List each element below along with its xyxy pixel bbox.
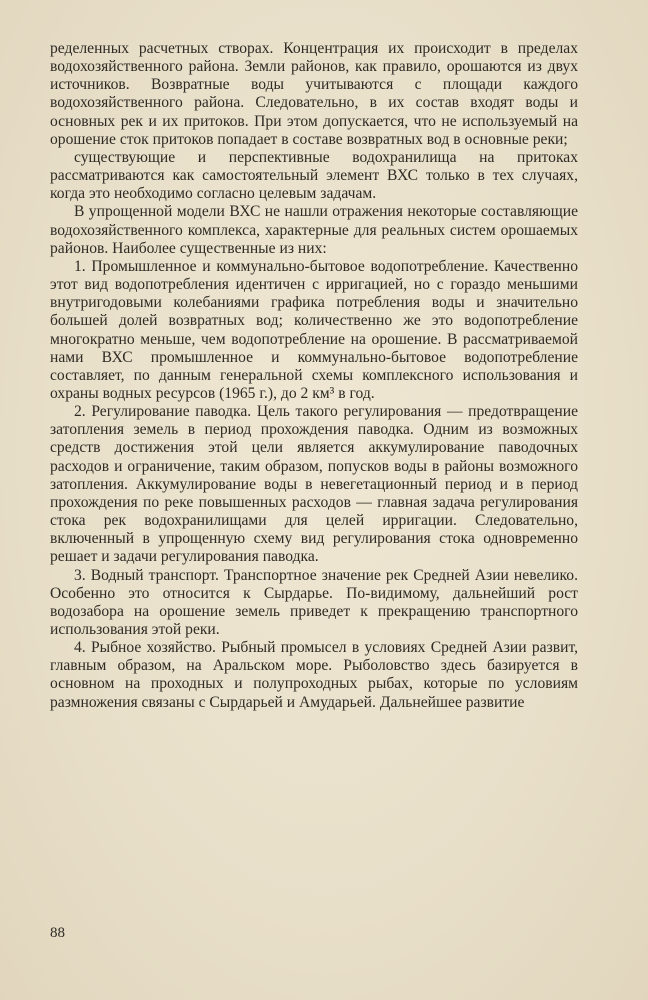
page-number: 88 <box>50 925 65 941</box>
paragraph-simplified-model: В упрощенной модели ВХС не нашли отражения некоторые составляющие водохозяйственного комплекса, характерные для реальных систем орошаемых районов. Наиболее существенные из них: <box>50 203 578 257</box>
paragraph-item-4-fishery: 4. Рыбное хозяйство. Рыбный промысел в условиях Средней Азии развит, главным образом, на Аральском море. Рыболовство здесь базируется в основном на проходных и полупроходных рыбах, которые по условиям размножения связаны с Сырдарьей и Амударьей. Дальнейшее развитие <box>50 639 578 711</box>
paragraph-item-2-flood: 2. Регулирование паводка. Цель такого регулирования — предотвращение затопления земель в период прохождения паводка. Одним из возможных средств достижения этой цели является аккумулирование паводочных расходов и ограничение, таким образом, попусков воды в районы возможного затопления. Аккумулирование воды в невегетационный период и в период прохождения по реке повышенных расходов — главная задача регулирования стока рек водохранилищами для целей ирригации. Следовательно, включенный в упрощенную схему вид регулирования стока одновременно решает и задачи регулирования паводка. <box>50 403 578 566</box>
paragraph-item-1-industrial: 1. Промышленное и коммунально-бытовое водопотребление. Качественно этот вид водопотребления идентичен с ирригацией, но с гораздо меньшими внутригодовыми колебаниями графика потребления воды и значительно большей долей возвратных вод; количественно же это водопотребление многократно меньше, чем водопотребление на орошение. В рассматриваемой нами ВХС промышленное и коммунально-бытовое водопотребление составляет, по данным генеральной схемы комплексного использования и охраны водных ресурсов (1965 г.), до 2 км³ в год. <box>50 257 578 402</box>
paragraph-reservoirs: существующие и перспективные водохранилища на притоках рассматриваются как самостоятельный элемент ВХС только в тех случаях, когда это необходимо согласно целевым задачам. <box>50 148 578 203</box>
body-text <box>50 40 578 712</box>
paragraph-continued: ределенных расчетных створах. Концентрация их происходит в пределах водохозяйственного района. Земли районов, как правило, орошаются из двух источников. Возвратные воды учитываются с площади каждого водохозяйственного района. Следовательно, в их состав входят воды и основных рек и их притоков. При этом допускается, что не используемый на орошение сток притоков попадает в составе возвратных вод в основные реки; <box>50 40 578 148</box>
paragraph-item-3-transport: 3. Водный транспорт. Транспортное значение рек Средней Азии невелико. Особенно это относится к Сырдарье. По-видимому, дальнейший рост водозабора на орошение земель приведет к прекращению транспортного использования этой реки. <box>50 566 578 638</box>
